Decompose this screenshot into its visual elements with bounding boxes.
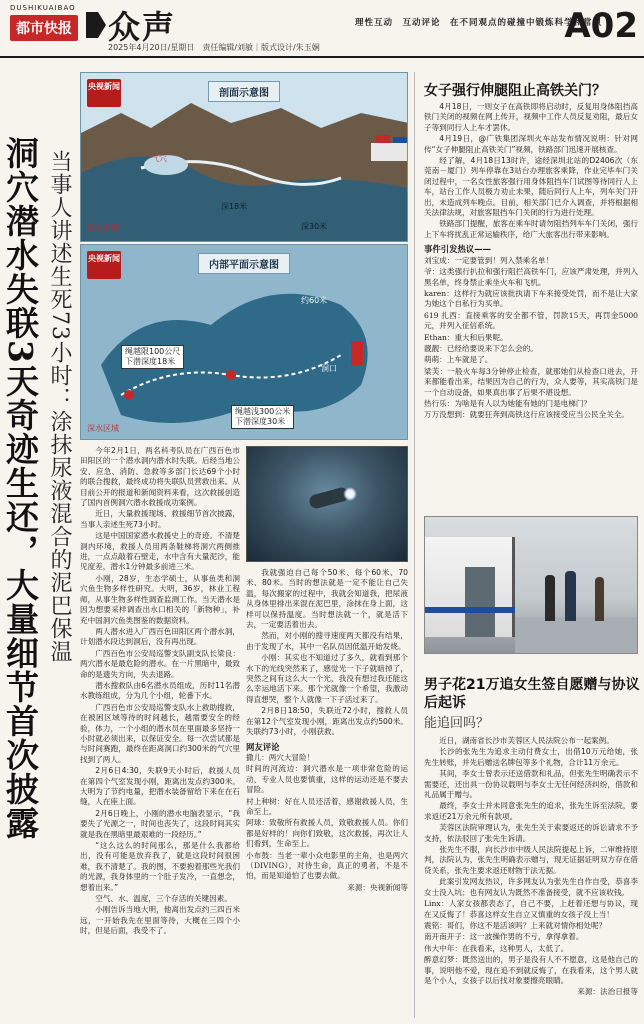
length-60-label: 约60米	[301, 296, 328, 305]
paragraph: 广西百色市公安局巡警支队副支队长梁良：两穴潜水是最危险的潜水。在一片黑暗中，最致命的是遗失方向，失去退路。	[80, 648, 240, 679]
section-slogan: 理性互动 互动评论 在不同观点的碰撞中锻炼科学和常识	[355, 18, 603, 28]
deep-water-label: 深水区域	[87, 224, 119, 233]
story3-source: 来源：法治日报等	[577, 987, 638, 997]
paragraph: 长沙的张先生为追求主动付费女士，出借10万元给她，张先生转账，并先后赠送名牌包等多个礼物，合计11万余元。	[424, 747, 638, 767]
paragraph: 两人潜水进入广西百色田阳区两个潜水洞，计划潜水段达到洞后，没有再出现。	[80, 626, 240, 647]
comments-heading: 网友评论	[246, 741, 280, 752]
deep-water-label-2: 深水区域	[87, 424, 119, 433]
plan-view-diagram	[80, 244, 408, 440]
rope-100-box: 绳越限100公尺 下潜深度18米	[121, 345, 184, 369]
underwater-rescue-photo	[246, 446, 408, 562]
train-door	[465, 567, 495, 637]
depth-30-label: 深30米	[301, 222, 328, 231]
comment: 小布鼓：当老一辈小众电影里的主角，也是两穴（DIVING），对待生命，真正的勇者，不是不怕，而是知道怕了也要去做。	[246, 850, 408, 881]
story2-body	[424, 102, 638, 512]
comment: 阿球：致敬所有救援人员，致敬救援人员。你们都是好样的！向你们致敬，这次救援，再次让人们看到，生命至上。	[246, 818, 408, 849]
paragraph: 小刚：其实也不知道过了多久，就看到那个水下的光线突然来了，感觉光一下子就暗掉了，突然之间有这么大一个光，我没有想过我还能这么幸运地活下来。那个光就像一个希望，我激动得直想哭，整个人就像一下子活过来了。	[246, 653, 408, 704]
column-divider	[414, 72, 415, 1018]
train-car	[425, 537, 515, 637]
staff-figure	[565, 571, 576, 621]
comment: Linx：人家女孩都表态了，自己不要，上赶着还想与协议，现在又反悔了！恭喜这样女生自立又慎重的女孩子没上当！	[424, 899, 638, 919]
section-title: 众声	[108, 8, 177, 46]
story1-subheadline: 当事人讲述生死73小时：涂抹尿液混合的泥巴保温	[47, 150, 72, 663]
paragraph: 小刚告诉当地大明，他离出发点约三四百米远，一开始我先在里面等待，大概在三四个小时，但是后面，我受不了。	[80, 905, 240, 936]
comment: 爷：这类强行扒拉和强行阻拦高铁车门，应该严肃处理，并列入黑名单，终身禁止乘坐火车和飞机。	[424, 267, 638, 287]
paragraph: 2月8日18:50，失联近72小时，搜救人员在第12个气室发现小刚，距离出发点约500米。失联约73小时，小刚获救。	[246, 706, 408, 737]
diagram1-title: 剖面示意图	[208, 81, 280, 102]
paragraph: “这么这么的时间那么，那是什么我都给出，没有可能是放弃我了，就是这段时间很困难，我不清楚了。我的图，不要抱着那些光我们的光源，我身体里的一个肚子发冷，一直想念，想着出来。”	[80, 841, 240, 892]
comment: 南开南开子：这一波操作男的不亏，拿得拿着。	[424, 932, 584, 942]
masthead	[0, 0, 644, 58]
comment: 热行乐：为啥是有人以为她能有她的门是电梯门？	[424, 398, 592, 408]
cctv-news-badge: 央视新闻	[87, 79, 121, 107]
passenger-figure	[595, 577, 604, 621]
entrance-label: 洞口	[321, 364, 337, 373]
paper-name: 都市快报	[10, 15, 78, 41]
story3-subheadline: 能追回吗？	[424, 716, 490, 731]
comment: 万万没想到：就要狂奔到高铁这行应该接受应当公民全关全。	[424, 410, 630, 420]
comment: 震铭：哥们，你这不是活该吗？上来就对情你相处呢？	[424, 920, 607, 930]
paragraph: 潜水搜救队由6名潜水员组成，历时11名潜水教练组成，分为几个小组，轮番下水。	[80, 680, 240, 701]
paragraph: 广西百色市公安局巡警支队水上救助搜救，在被困区域等待的时间越长，越需要安全的经验，体力，一个小组的潜水员在里面最多坚持一小时就必须出来，以保证安全。每一次尝试都是与时间赛跑，最终在距离洞口约300米的气穴里找到了两人。	[80, 702, 240, 764]
paragraph: 今年2月1日，两名科考队员在广西百色市田阳区的一个潜水洞内潜水时失联。后经当地公安、应急、消防、急救等多部门长达69个小时的联合搜救，最终成功将失联队员营救出来。从目前公开的报道和新闻资料来看，这次救援创造了国内首例洞穴潜水救援成功案例。	[80, 446, 240, 508]
paragraph: 2月6日4:30，失联9天小时后，救援人员在第四个气室发现小刚，距离出发点约300米。大明为了节约电量，把潜水装备留给下来在在石缝，人在座上面。	[80, 766, 240, 807]
depth-18-label: 深18米	[221, 202, 248, 211]
story1-column-a	[80, 446, 240, 1018]
comment: 村上种树：好在人员还活着，感谢救援人员，生命至上。	[246, 796, 408, 816]
comment: 醉意幻梦：既然送出的，男子是没有人不不愿意，这是他自己的事，说明他不爱，现在追不到就反悔了，在我看来，这个男人就是个小人，女孩子以后找对象要擦亮眼睛。	[424, 955, 638, 985]
train-stripe	[425, 607, 515, 613]
comment: Ethan：重大和后果呢。	[424, 332, 508, 342]
cctv-news-badge-2: 央视新闻	[87, 251, 121, 279]
comment: 靓靓：已经给要说来下怎么会的。	[424, 343, 538, 353]
paragraph: 铁路部门提醒，旅客在乘车时请勿阻挡列车车门关闭，强行上下车将扰乱正常运输秩序，给广大旅客出行带来影响。	[424, 219, 638, 239]
comment: 梁芙：一般火车每3分钟停止检查，就那她们从检查口进去，开来都能看出来，结果因为自己的行为，众人要等，其实高铁门是一个自动设备，如果真出事了后果不堪设想。	[424, 366, 638, 397]
story3-body	[424, 736, 638, 1018]
paragraph: 4月18日，一则女子在高铁即将启动时，反复用身体阻挡高铁门关闭的视频在网上传开，视频中工作人员反复劝阻，最后女子等到同行人上车才罢休。	[424, 102, 638, 132]
comment: 619 扎西：直接乘客的安全都不管，罚款15天，再罚金5000元，并列入征信系统。	[424, 310, 638, 331]
story1-source: 来源：央视新闻等	[347, 882, 408, 892]
paragraph: 芙蓉区法院审理认为，张先生关于索要返还的诉讼请求不予支持，依法驳回了张先生诉请。	[424, 823, 638, 843]
paragraph: 张先生不服，向长沙市中级人民法院提起上诉，二审维持原判，法院认为，张先生明确表示赠与，现无证据证明双方存在借贷关系，张先生要求返还财物于法无据。	[424, 845, 638, 875]
page-number: A02	[564, 6, 638, 46]
comment: 时间的河流边：洞穴潜水是一项非常危险的运动，专业人员也要慎重，这样的运动还是不要去冒险。	[246, 764, 408, 795]
story1-headline: 洞穴潜水失联3天奇迹生还，大量细节首次披露	[1, 136, 40, 840]
comment: 伟大中年：在我看来，这种男人，太低了。	[424, 943, 569, 953]
paragraph: 4月19日，@广铁集团深圳火车站发布情况说明：针对网传“女子伸腿阻止高铁关门”视频，铁路部门迅速开展核查。	[424, 134, 638, 154]
platform	[515, 617, 638, 654]
paragraph: 近日，湖南省长沙市芙蓉区人民法院公布一起案例。	[439, 736, 614, 745]
date-editor-line: 2025年4月20日/星期日 责任编辑/刘敏｜版式设计/朱玉娴	[108, 43, 320, 52]
dive-light	[343, 487, 357, 501]
paragraph: 空气、水、温度，三个存活的关键因素。	[95, 894, 232, 904]
paragraph: 最终，李女士并未同意张先生的追求，张先生诉至法院，要求返还21万余元所有款项。	[424, 801, 638, 821]
paragraph: 其间，李女士曾表示还送借款和礼品，但张先生明确表示不需要还，还出具一份协议载明与李女士无任何经济纠纷，借款和礼品属于赠与。	[424, 769, 638, 800]
story2-headline: 女子强行伸腿阻止高铁关门？	[424, 83, 606, 99]
paragraph: 然而，对小刚的搜寻速度两天都没有结果，由于发现了水，其中一名队员因低温开始发烧。	[246, 631, 408, 651]
cross-section-diagram	[80, 72, 408, 242]
paragraph: 我就强迫自己每个50米、每个60米、70米、80米。当时的想法就是一定不能让自己失温，每次搬家的过程中，我就会知道我，把尿液从身体里排出来混在泥巴里，涂抹在身上面，这样可以保持温度。当时想法就一个，就是活下去，一定要活着出去。	[246, 568, 408, 630]
passenger-figure	[545, 575, 555, 621]
paragraph: 近日，大量救援现场、救援细节首次披露，当事人亲述生死73小时。	[80, 509, 240, 529]
paragraph: 小刚，28岁，生态学硕士，从事鱼类和洞穴鱼生物多样性研究。大明，36岁，林业工程师，从事生物多样性调查监测工作。当天潜水是因为想要采样调查出水口相关的「新物种」，补充中国洞穴鱼类图鉴的数据资料。	[80, 573, 240, 625]
story1-column-b	[246, 568, 408, 1018]
comment: 萌萌：上车就是了。	[424, 355, 493, 365]
air-pocket-label: 气穴	[151, 154, 167, 163]
diagram2-title: 内部平面示意图	[198, 253, 290, 274]
logo-arrow-icon	[86, 12, 106, 38]
paragraph: 这是中国国家潜水救援史上的奇迹。不清楚洞内环境，救援人员用两条鞋梯将洞穴两侧推进，一点点敲着石壁走，水中含有大量泥沙，能见度差，潜水1分钟最多前进三米。	[80, 531, 240, 572]
logo-pinyin: DUSHIKUAIBAO	[10, 4, 76, 12]
paragraph: 2月6日晚上，小刚的潜水电脑表显示，“我要失了光源之一，时间也丧失了，这段时间其实就是我在黑暗里最艰难的一段经历。”	[80, 808, 240, 839]
comment: 刘宝成：一定要管到！列入禁乘名单！	[424, 255, 554, 265]
train-platform-photo	[424, 516, 638, 654]
paragraph: 此案引发网友热议，许多网友认为张先生自作自受，恭喜李女士没入坑；也有网友认为既然不准备接受，就不应该收钱。	[424, 877, 638, 897]
story2-comments-heading: 事件引发热议——	[424, 244, 491, 255]
comment: 撒儿：两穴大冒险！	[246, 752, 315, 762]
paragraph: 经了解，4月18日13时许，途经深圳北站的D2406次（东莞南－厦门）列车停靠在3站台办理旅客乘降，作业完毕车门关闭过程中，一名女性旅客强行用身体阻挡车门试图等待同行人上车，站台工作人员极力劝止未果，随后同行人上车，列车关门开出，未造成列车晚点。目前，相关部门已介入调查，并将根据相关法律法规，对旅客阻挡车门关闭的行为进行处理。	[424, 156, 638, 218]
story3-headline: 男子花21万追女生签自愿赠与协议后起诉	[424, 677, 640, 711]
rope-300-box: 绳越浅300公米 下潜深度30米	[231, 405, 294, 429]
comment: karen：这样行为就应该批执请下车来接受处罚，而不是让大家为她这个自私行为买单。	[424, 288, 638, 309]
